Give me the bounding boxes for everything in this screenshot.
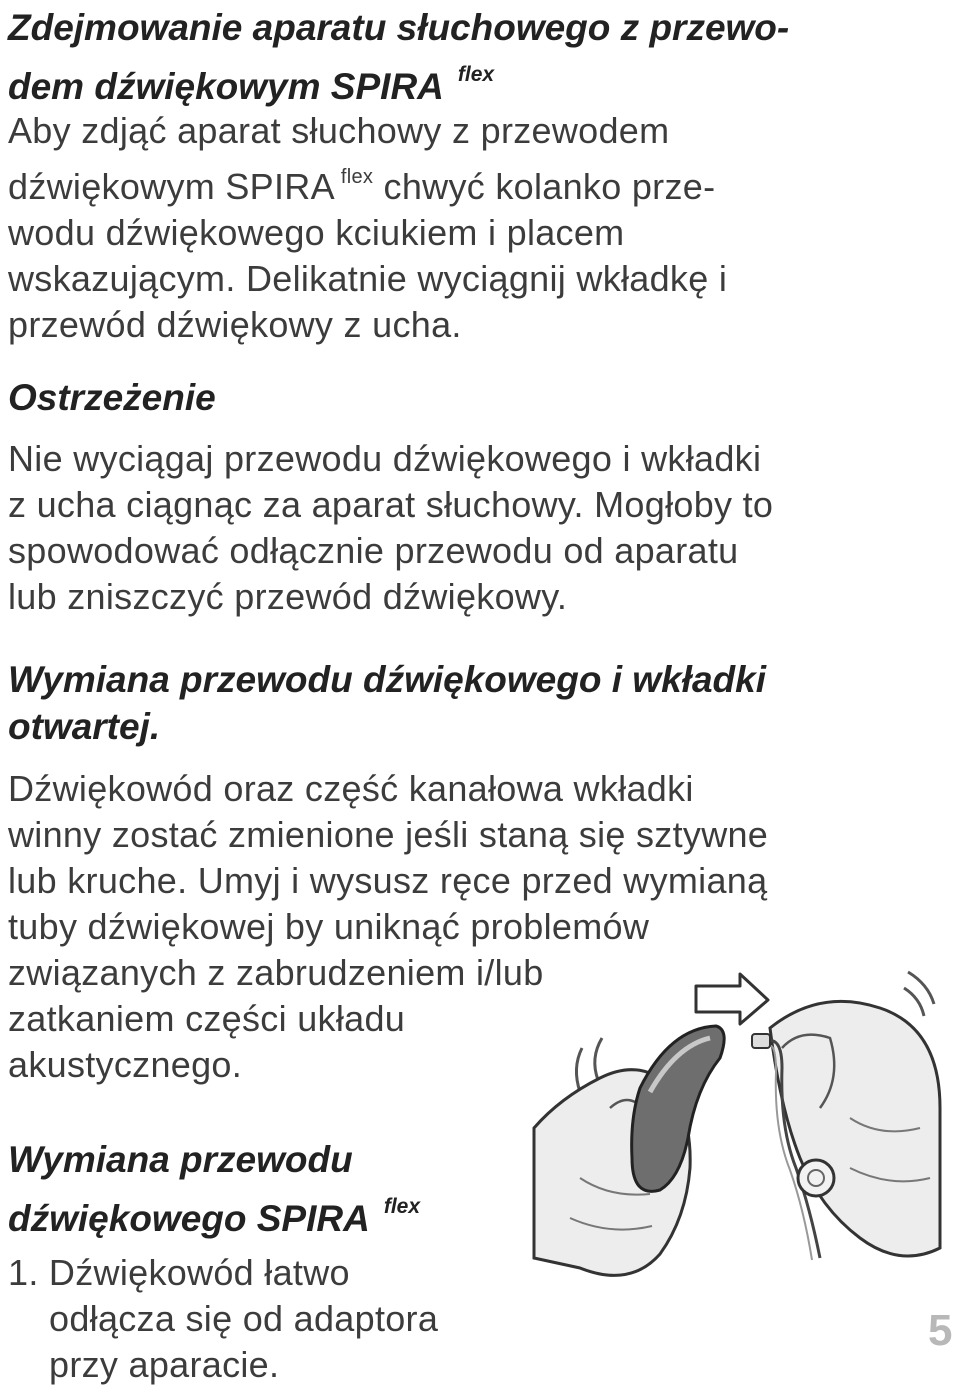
heading-line: Wymiana przewodu <box>8 1139 353 1180</box>
paragraph-warning <box>8 436 773 620</box>
superscript-flex: flex <box>340 166 374 188</box>
text-line: lub kruche. Umyj i wysusz ręce przed wymianą <box>8 860 768 901</box>
superscript-flex: flex <box>383 1195 421 1218</box>
text-line: lub zniszczyć przewód dźwiękowy. <box>8 576 568 617</box>
text-line: akustycznego. <box>8 1044 243 1085</box>
text-line: winny zostać zmienione jeśli staną się sztywne <box>8 814 769 855</box>
superscript-flex: flex <box>457 63 495 86</box>
text-line: z ucha ciągnąc za aparat słuchowy. Mogłoby to <box>8 484 774 525</box>
text-line <box>8 154 727 210</box>
paragraph-removing <box>8 108 727 348</box>
heading-replacing-tube-open-dome <box>8 656 766 750</box>
illustration-hands-hearing-aid <box>520 968 960 1318</box>
text-line: tuby dźwiękowej by uniknąć problemów <box>8 906 650 947</box>
hearing-aid-icon <box>632 1026 725 1191</box>
text-line: wodu dźwiękowego kciukiem i placem <box>8 212 625 253</box>
heading-text: dem dźwiękowym SPIRA <box>8 66 444 107</box>
heading-line: otwartej. <box>8 706 161 747</box>
heading-text: dźwiękowego SPIRA <box>8 1198 370 1239</box>
text-line: Dźwiękowód oraz część kanałowa wkładki <box>8 768 694 809</box>
text-line: przy aparacie. <box>49 1344 280 1385</box>
text-line: Aby zdjąć aparat słuchowy z przewodem <box>8 110 670 151</box>
heading-line <box>8 1183 420 1242</box>
step-1 <box>8 1250 438 1388</box>
text-line: 1. Dźwiękowód łatwo <box>8 1252 350 1293</box>
heading-line: Zdejmowanie aparatu słuchowego z przewo- <box>8 7 790 48</box>
text-fragment: dźwiękowym SPIRA <box>8 166 335 207</box>
heading-line <box>8 51 789 110</box>
right-hand <box>770 1001 940 1256</box>
heading-warning: Ostrzeżenie <box>8 377 216 418</box>
arrow-right-icon <box>696 974 768 1024</box>
text-fragment: chwyć kolanko prze- <box>383 166 716 207</box>
text-line: odłącza się od adaptora <box>49 1298 439 1339</box>
heading-replacing-spira <box>8 1136 420 1242</box>
text-line: związanych z zabrudzeniem i/lub <box>8 952 544 993</box>
text-line: Nie wyciągaj przewodu dźwiękowego i wkładki <box>8 438 762 479</box>
text-line: spowodować odłącznie przewodu od aparatu <box>8 530 739 571</box>
heading-line: Wymiana przewodu dźwiękowego i wkładki <box>8 659 766 700</box>
page-number: 5 <box>928 1306 953 1355</box>
text-line: przewód dźwiękowy z ucha. <box>8 304 462 345</box>
heading-removing-device <box>8 4 789 110</box>
text-line: zatkaniem części układu <box>8 998 406 1039</box>
text-line: wskazującym. Delikatnie wyciągnij wkładkę i <box>8 258 728 299</box>
